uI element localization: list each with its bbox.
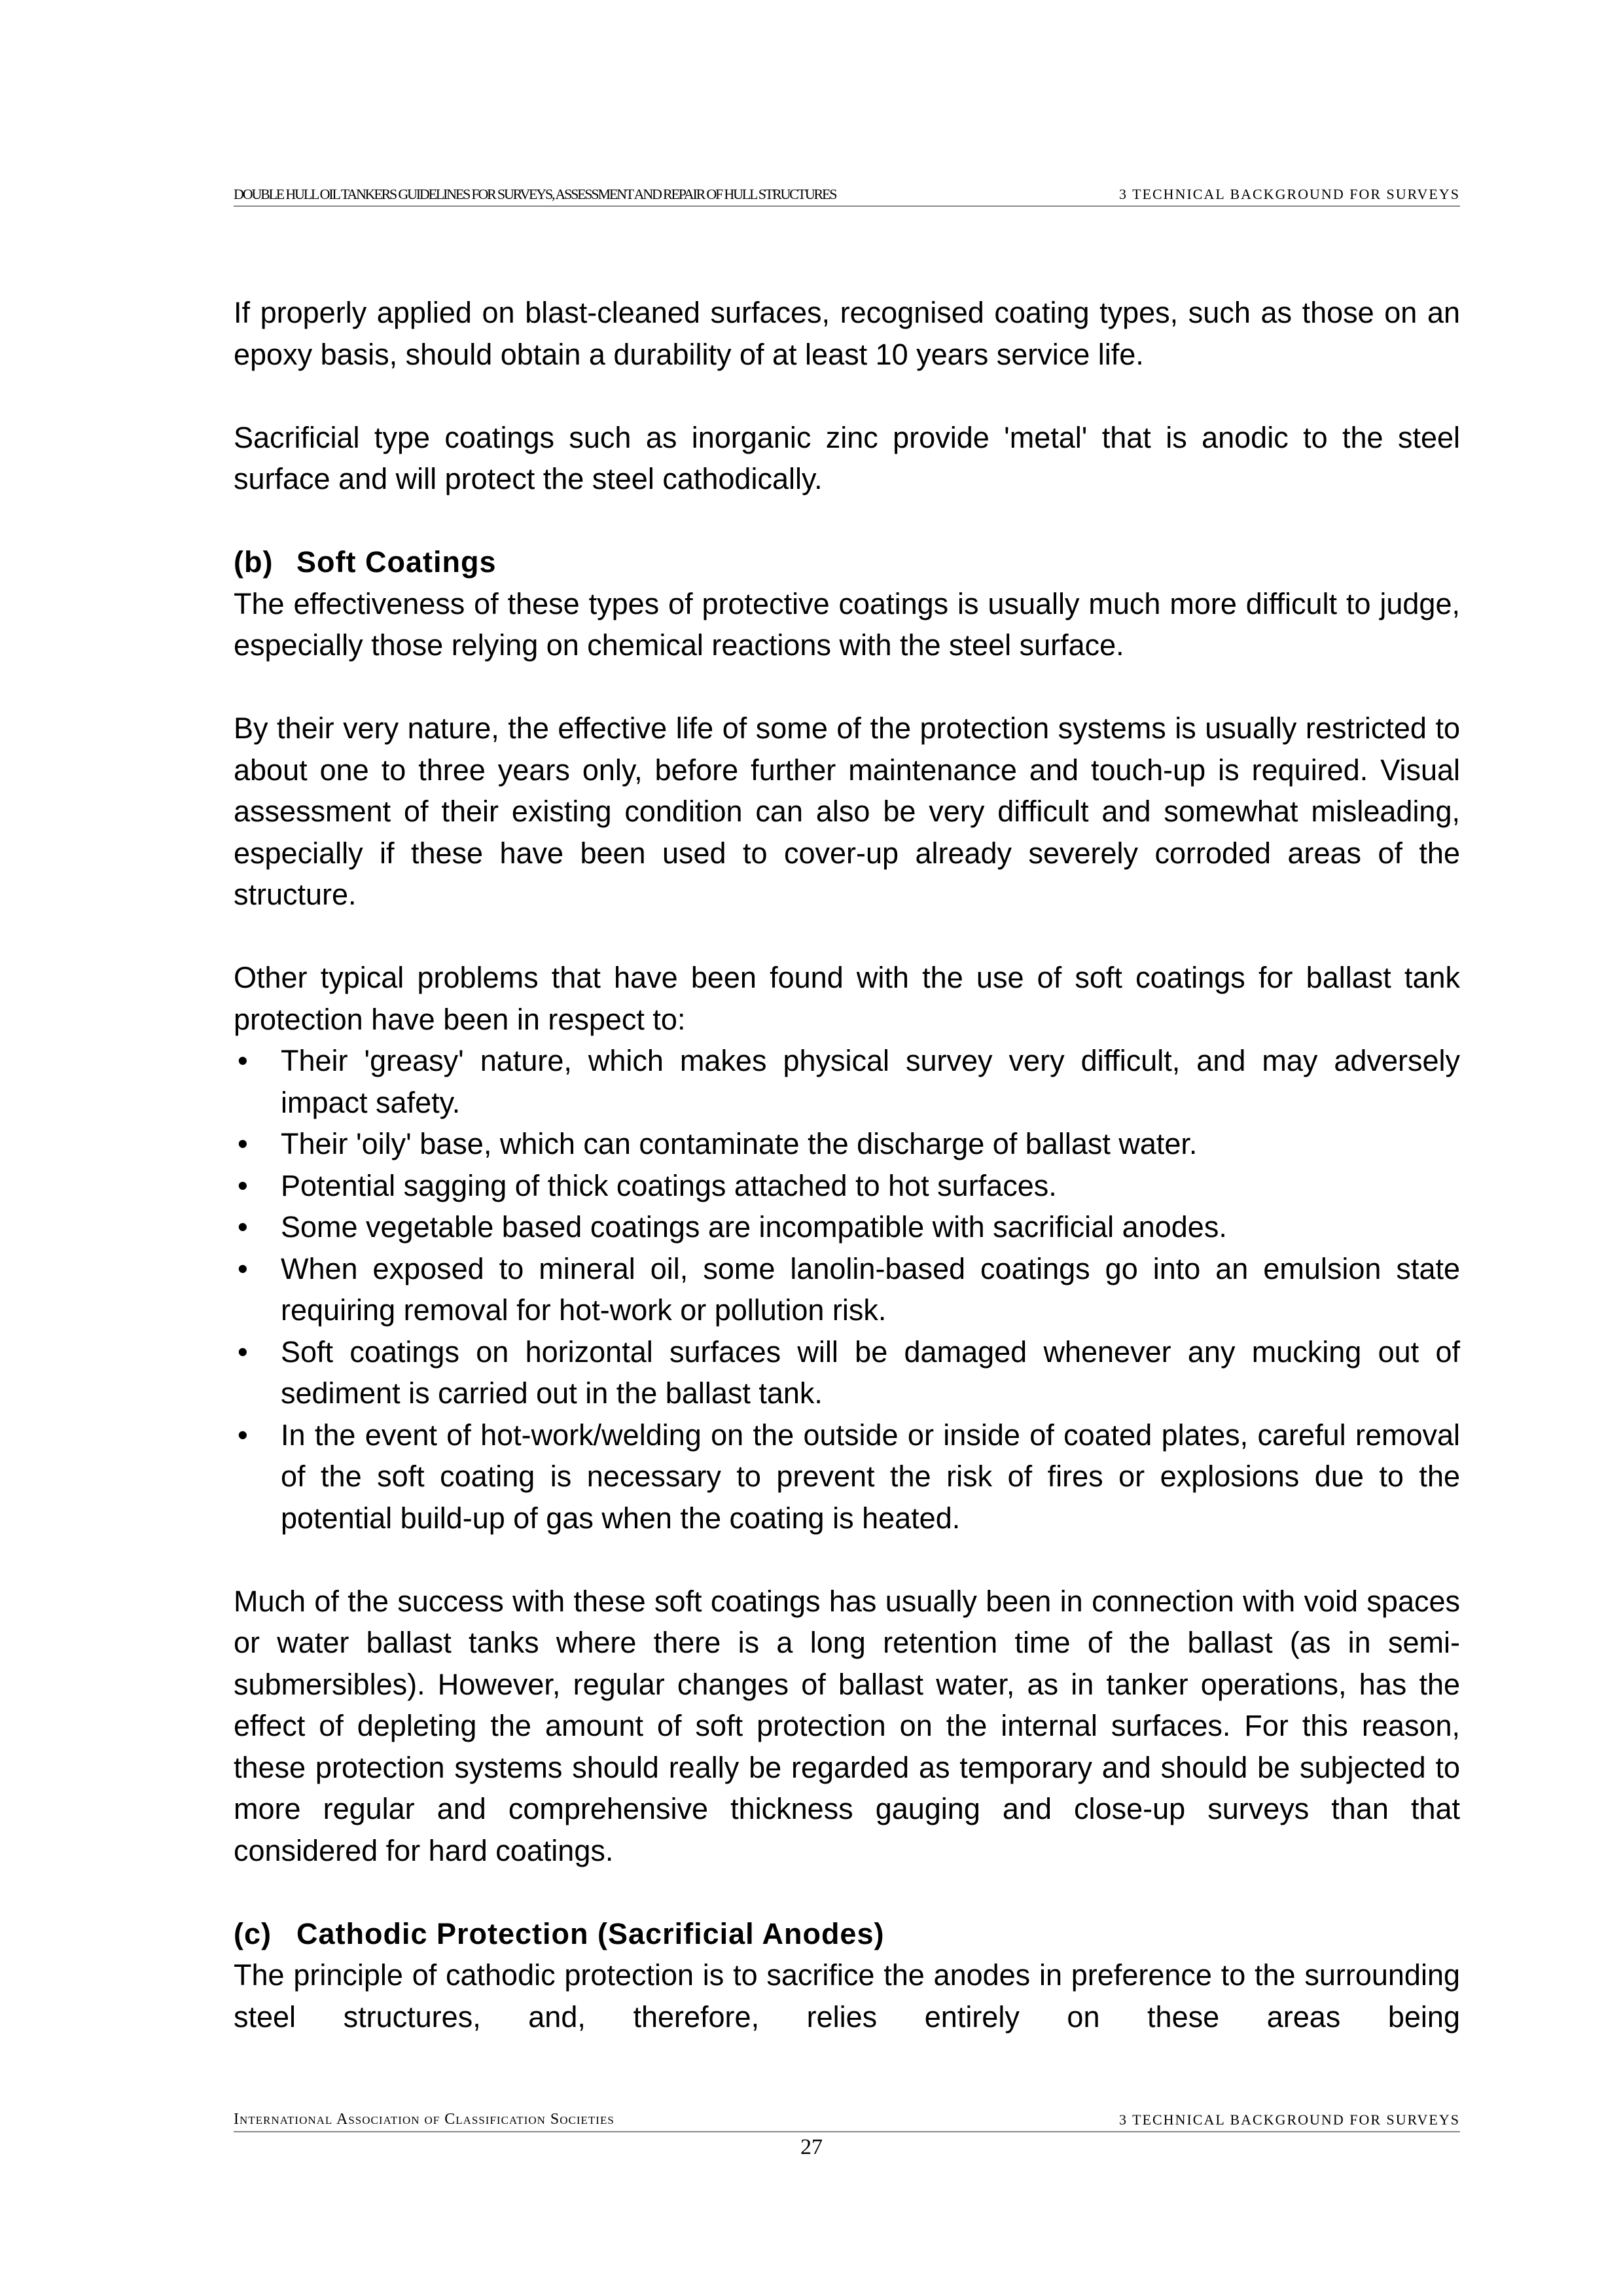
problems-bullet-list	[234, 1040, 1460, 1539]
bullet-icon: •	[238, 1168, 248, 1202]
footer-organisation: International Association of Classification Societies	[234, 2111, 615, 2128]
header-section-title: 3 TECHNICAL BACKGROUND FOR SURVEYS	[1119, 186, 1460, 202]
bullet-icon: •	[238, 1127, 248, 1160]
list-item: • In the event of hot-work/welding on the outside or inside of coated plates, careful removal of the soft coating is necessary to prevent the risk of fires or explosions due to the potential build-up of gas when the coating is heated.	[234, 1414, 1460, 1539]
bullet-icon: •	[238, 1044, 248, 1077]
list-item: • Their 'greasy' nature, which makes physical survey very difficult, and may adversely impact safety.	[234, 1040, 1460, 1123]
bullet-icon: •	[238, 1251, 248, 1285]
page-header	[234, 183, 1460, 207]
bullet-icon: •	[238, 1210, 248, 1244]
page-footer	[234, 2106, 1460, 2132]
paragraph-typical-problems-intro: Other typical problems that have been found with the use of soft coatings for ballast tank protection have been in respect to:	[234, 961, 1460, 1036]
list-item: • Potential sagging of thick coatings attached to hot surfaces.	[234, 1165, 1460, 1207]
section-mark-c: (c)	[234, 1916, 272, 1950]
list-item: • Their 'oily' base, which can contaminate the discharge of ballast water.	[234, 1123, 1460, 1165]
list-item: • Some vegetable based coatings are incompatible with sacrificial anodes.	[234, 1206, 1460, 1248]
section-title-cathodic-protection: Cathodic Protection (Sacrificial Anodes)	[296, 1916, 885, 1950]
bullet-icon: •	[238, 1418, 248, 1452]
paragraph-soft-coating-success: Much of the success with these soft coatings has usually been in connection with void spaces or water ballast tanks where there is a long retention time of the ballast (as in semi-submersibles). However, regular changes of ballast water, as in tanker operations, has the effect of depleting the amount of soft protection on the internal surfaces. For this reason, these protection systems should really be regarded as temporary and should be subjected to more regular and comprehensive thickness gauging and close-up surveys than that considered for hard coatings.	[234, 1584, 1460, 1867]
header-document-title: DOUBLE HULL OIL TANKERS GUIDELINES FOR SURVEYS, ASSESSMENT AND REPAIR OF HULL STRUCTURES	[234, 186, 836, 202]
section-heading-cathodic-protection	[234, 1913, 1460, 1955]
paragraph-effective-life: By their very nature, the effective life of some of the protection systems is usually restricted to about one to three years only, before further maintenance and touch-up is required. Visual assessment of their existing condition can also be very difficult and somewhat misleading, especially if these have been used to cover-up already severely corroded areas of the structure.	[234, 711, 1460, 911]
bullet-icon: •	[238, 1335, 248, 1369]
paragraph-cathodic-principle: The principle of cathodic protection is to sacrifice the anodes in preference to the surrounding steel structures, and, therefore, relies entirely on these areas being	[234, 1958, 1460, 2034]
paragraph-hard-coating-durability: If properly applied on blast-cleaned surfaces, recognised coating types, such as those on an epoxy basis, should obtain a durability of at least 10 years service life.	[234, 296, 1460, 371]
page-number: 27	[800, 2135, 823, 2159]
footer-section-title: 3 TECHNICAL BACKGROUND FOR SURVEYS	[1119, 2111, 1460, 2128]
list-item: • Soft coatings on horizontal surfaces will be damaged whenever any mucking out of sediment is carried out in the ballast tank.	[234, 1331, 1460, 1414]
section-mark-b: (b)	[234, 545, 274, 579]
page-body	[234, 292, 1460, 2037]
paragraph-sacrificial-coatings: Sacrificial type coatings such as inorganic zinc provide 'metal' that is anodic to the steel surface and will protect the steel cathodically.	[234, 420, 1460, 495]
paragraph-soft-coating-effectiveness: The effectiveness of these types of protective coatings is usually much more difficult to judge, especially those relying on chemical reactions with the steel surface.	[234, 586, 1460, 662]
list-item: • When exposed to mineral oil, some lanolin-based coatings go into an emulsion state requiring removal for hot-work or pollution risk.	[234, 1248, 1460, 1331]
section-title-soft-coatings: Soft Coatings	[296, 545, 497, 579]
section-heading-soft-coatings	[234, 541, 1460, 583]
